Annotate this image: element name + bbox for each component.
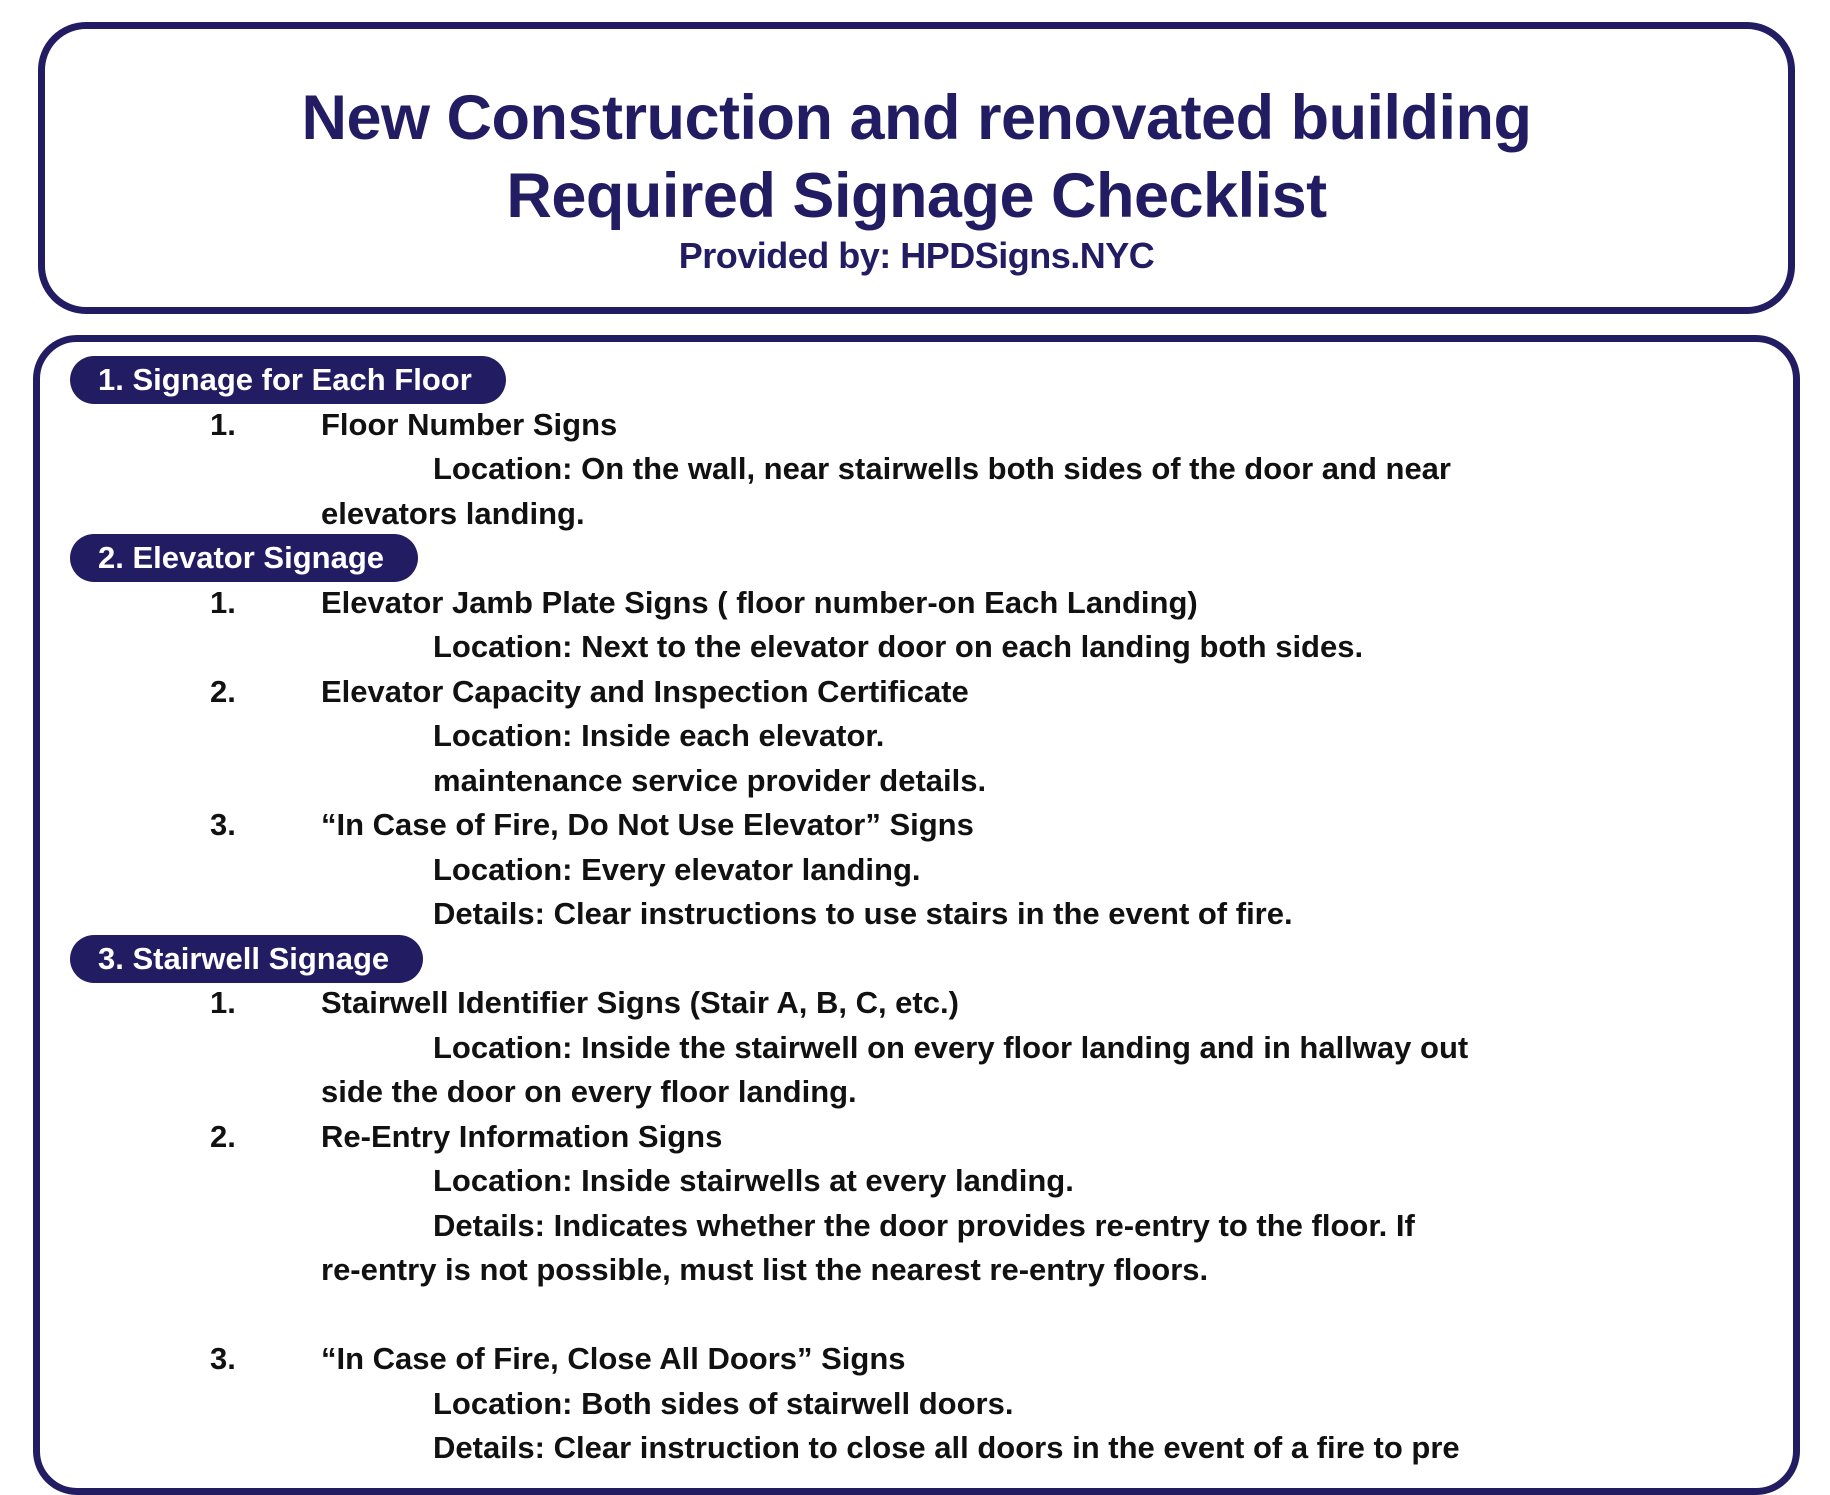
detail-continuation: elevators landing. — [321, 495, 585, 531]
checklist-item — [0, 1115, 1830, 1160]
detail-text: Details: Indicates whether the door provides re-entry to the floor. If — [433, 1207, 1415, 1243]
detail-text: Location: Inside stairwells at every landing. — [433, 1163, 1074, 1198]
page-title — [45, 79, 1788, 235]
item-title: Elevator Capacity and Inspection Certificate — [321, 673, 969, 709]
item-detail — [0, 1426, 1830, 1471]
checklist-item — [0, 581, 1830, 626]
item-number: 3. — [210, 1341, 236, 1376]
item-detail — [0, 848, 1830, 893]
item-number: 1. — [210, 406, 236, 442]
detail-continuation: re-entry is not possible, must list the nearest re-entry floors. — [321, 1252, 1209, 1287]
item-detail — [0, 759, 1830, 804]
item-detail — [0, 1382, 1830, 1427]
section-heading-row — [0, 536, 1830, 581]
header-box — [38, 22, 1795, 314]
item-detail — [0, 1159, 1830, 1204]
item-number: 3. — [210, 807, 236, 842]
detail-text: Details: Clear instruction to close all doors in the event of a fire to pre — [433, 1430, 1460, 1465]
item-number: 1. — [210, 584, 236, 620]
checklist-item — [0, 403, 1830, 448]
detail-text: Location: Every elevator landing. — [433, 851, 921, 887]
detail-text: Details: Clear instructions to use stairs in the event of fire. — [433, 896, 1293, 931]
detail-text: Location: Next to the elevator door on each landing both sides. — [433, 629, 1364, 664]
section-heading: 1. Signage for Each Floor — [70, 356, 506, 404]
checklist-item — [0, 1337, 1830, 1382]
section-heading: 2. Elevator Signage — [70, 534, 418, 582]
checklist-content — [0, 358, 1830, 1471]
item-number: 2. — [210, 673, 236, 709]
provided-by: Provided by: HPDSigns.NYC — [678, 235, 1155, 276]
section-heading: 3. Stairwell Signage — [70, 935, 423, 983]
detail-text: Location: Inside each elevator. — [433, 718, 885, 753]
item-title: Stairwell Identifier Signs (Stair A, B, C, etc.) — [321, 985, 959, 1020]
detail-continuation: side the door on every floor landing. — [321, 1074, 857, 1109]
item-detail — [0, 1204, 1830, 1249]
title-line-2: Required Signage Checklist — [506, 161, 1327, 231]
blank-line — [0, 1293, 1830, 1338]
item-detail — [0, 1026, 1830, 1071]
item-number: 1. — [210, 985, 236, 1020]
item-detail — [0, 625, 1830, 670]
item-detail — [0, 492, 1830, 537]
detail-text: Location: Inside the stairwell on every floor landing and in hallway out — [433, 1029, 1469, 1065]
item-title: Re-Entry Information Signs — [321, 1118, 723, 1154]
title-line-1: New Construction and renovated building — [301, 83, 1532, 153]
item-detail — [0, 892, 1830, 937]
item-title: Floor Number Signs — [321, 406, 618, 442]
item-detail — [0, 1248, 1830, 1293]
section-heading-row — [0, 937, 1830, 982]
item-detail — [0, 1070, 1830, 1115]
detail-text: Location: On the wall, near stairwells both sides of the door and near — [433, 451, 1451, 486]
checklist-item — [0, 670, 1830, 715]
checklist-item — [0, 981, 1830, 1026]
section-heading-row — [0, 358, 1830, 403]
checklist-item — [0, 803, 1830, 848]
detail-text: maintenance service provider details. — [433, 762, 987, 798]
item-title: “In Case of Fire, Do Not Use Elevator” Signs — [321, 807, 974, 842]
item-title: Elevator Jamb Plate Signs ( floor number-on Each Landing) — [321, 584, 1198, 620]
item-title: “In Case of Fire, Close All Doors” Signs — [321, 1341, 906, 1376]
item-detail — [0, 714, 1830, 759]
item-number: 2. — [210, 1118, 236, 1154]
detail-text: Location: Both sides of stairwell doors. — [433, 1385, 1014, 1421]
item-detail — [0, 447, 1830, 492]
